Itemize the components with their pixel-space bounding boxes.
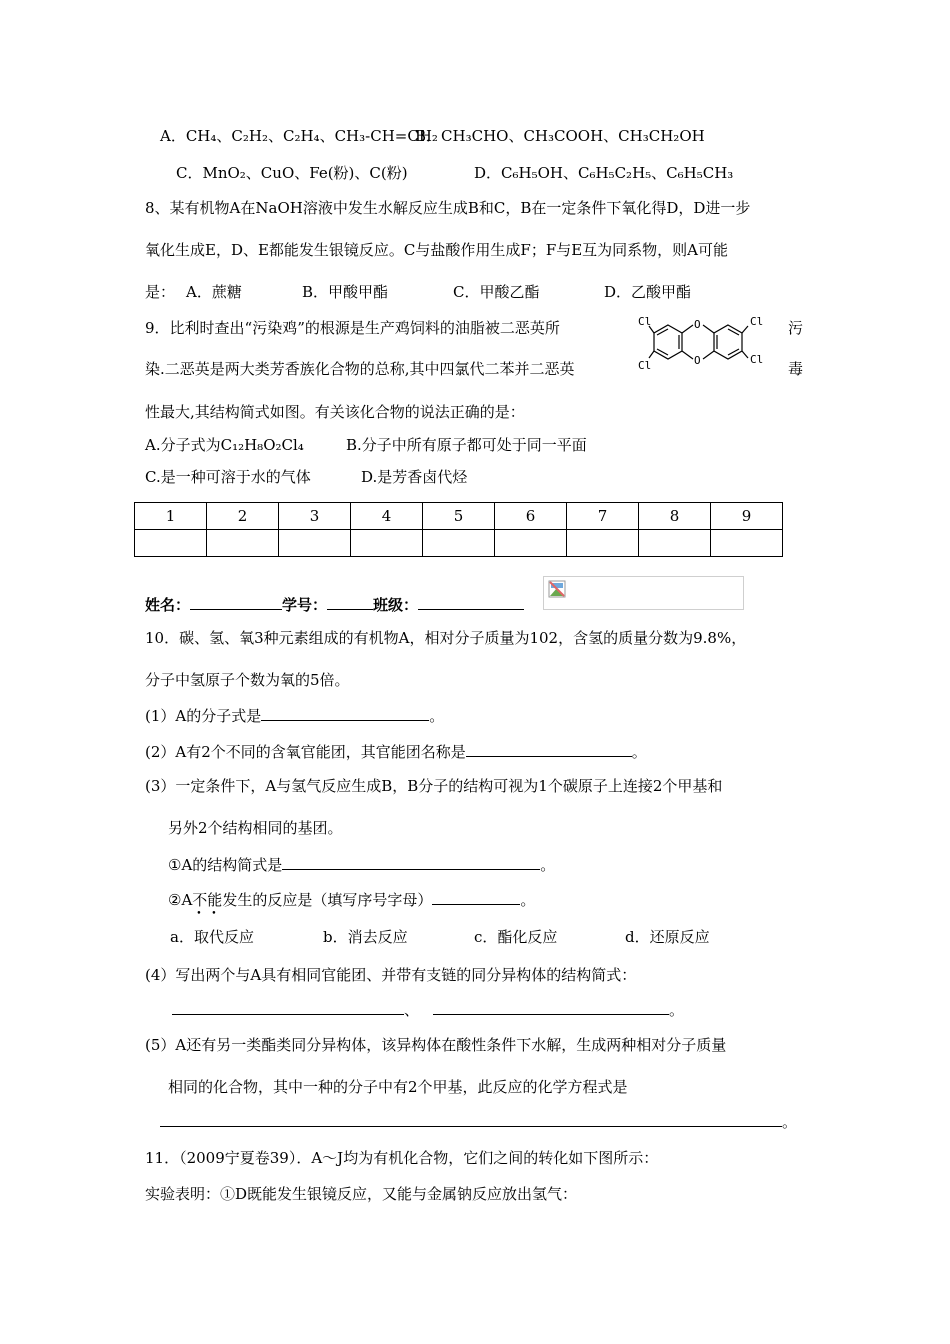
q10-part-1-text: (1）A的分子式是 [145, 707, 262, 725]
answer-table-header-row [135, 503, 783, 530]
answer-header-cell: 1 [135, 503, 207, 530]
emphasis-char: 不 [192, 891, 208, 909]
q7-option-c: C．MnO₂、CuO、Fe(粉)、C(粉) [176, 164, 408, 182]
answer-cell[interactable] [279, 530, 351, 557]
chlorine-atom-top-right: Cl [750, 315, 764, 328]
chlorine-atom-top-left: Cl [638, 315, 652, 328]
q10-part-3-line-2: 另外2个结构相同的基团。 [168, 819, 343, 837]
answer-header-cell: 3 [279, 503, 351, 530]
answer-cell[interactable] [423, 530, 495, 557]
oxygen-atom-top: O [694, 318, 701, 331]
q10-part-3-sub-1-text: ①A的结构简式是 [168, 856, 283, 874]
q10-part-3-sub-1-end: 。 [540, 856, 556, 874]
q9-option-d: D.是芳香卤代烃 [361, 468, 468, 486]
q10-part-4-answers [172, 1000, 684, 1020]
q10-part-3-sub-2-text: 发生的反应是（填写序号字母） [222, 891, 433, 909]
q10-part-1-end: 。 [429, 707, 445, 725]
q10-part-5-line-2: 相同的化合物，其中一种的分子中有2个甲基，此反应的化学方程式是 [168, 1078, 628, 1096]
answer-cell[interactable] [207, 530, 279, 557]
q10-part-4-separator: 、 [404, 1001, 420, 1019]
broken-image-icon [548, 580, 566, 598]
answer-header-cell: 9 [711, 503, 783, 530]
answer-table-input-row [135, 530, 783, 557]
answer-cell[interactable] [351, 530, 423, 557]
q9-option-c: C.是一种可溶于水的气体 [145, 468, 311, 486]
q10-part-4-blank-1[interactable] [172, 1000, 404, 1015]
q10-part-4: (4）写出两个与A具有相同官能团、并带有支链的同分异构体的结构简式： [145, 966, 637, 984]
q10-part-3-sub-2-end: 。 [520, 891, 536, 909]
answer-header-cell: 8 [639, 503, 711, 530]
answer-header-cell: 7 [567, 503, 639, 530]
q10-part-2-end: 。 [631, 743, 647, 761]
q10-part-1 [145, 706, 444, 726]
q9-line-1: 9．比利时查出“污染鸡”的根源是生产鸡饲料的油脂被二恶英所 [145, 319, 560, 337]
q10-part-4-end: 。 [669, 1001, 685, 1019]
q10-part-5-answer [160, 1112, 797, 1132]
answer-cell[interactable] [567, 530, 639, 557]
student-id-blank[interactable] [327, 595, 373, 610]
q9-option-a: A.分子式为C₁₂H₈O₂Cl₄ [145, 436, 304, 454]
answer-header-cell: 4 [351, 503, 423, 530]
q10-part-2-text: (2）A有2个不同的含氧官能团，其官能团名称是 [145, 743, 466, 761]
answer-cell[interactable] [135, 530, 207, 557]
q10-part-1-blank[interactable] [261, 706, 429, 721]
q8-line-1: 8、某有机物A在NaOH溶液中发生水解反应生成B和C，B在一定条件下氧化得D，D进一步 [145, 199, 751, 217]
q10-part-3-sub-1-blank[interactable] [282, 855, 540, 870]
q11-line-1: 11．（2009宁夏卷39）．A～J均为有机化合物，它们之间的转化如下图所示： [145, 1149, 659, 1167]
q10-part-5-line-1: (5）A还有另一类酯类同分异构体，该异构体在酸性条件下水解，生成两种相对分子质量 [145, 1036, 727, 1054]
answer-header-cell: 5 [423, 503, 495, 530]
q8-option-d: D．乙酸甲酯 [604, 283, 692, 301]
q8-option-b: B．甲酸甲酯 [302, 283, 389, 301]
q10-part-2-blank[interactable] [466, 742, 632, 757]
q7-option-a: A．CH₄、C₂H₂、C₂H₄、CH₃-CH=CH₂ [160, 127, 438, 145]
q10-part-3-sub-2-blank[interactable] [432, 890, 520, 905]
student-info-row [145, 595, 524, 615]
q8-line-2: 氧化生成E，D、E都能发生银镜反应。C与盐酸作用生成F；F与E互为同系物，则A可能 [145, 241, 729, 259]
dioxin-structure-diagram [638, 311, 774, 375]
q10-part-3-option-d: d．还原反应 [625, 928, 710, 946]
name-blank[interactable] [190, 595, 282, 610]
q10-part-3-sub-2-prefix: ②A [168, 891, 193, 909]
q10-part-4-blank-2[interactable] [433, 1000, 669, 1015]
class-label: 班级： [373, 596, 419, 614]
q7-option-b: B．CH₃CHO、CH₃COOH、CH₃CH₂OH [415, 127, 705, 145]
q10-part-3-sub-2 [168, 890, 535, 910]
answer-cell[interactable] [639, 530, 711, 557]
name-label: 姓名： [145, 596, 191, 614]
q10-part-3-line-1: (3）一定条件下，A与氢气反应生成B，B分子的结构可视为1个碳原子上连接2个甲基和 [145, 777, 723, 795]
answer-header-cell: 2 [207, 503, 279, 530]
q10-part-2 [145, 742, 647, 762]
q10-line-1: 10．碳、氢、氧3种元素组成的有机物A，相对分子质量为102，含氢的质量分数为9.8%， [145, 629, 747, 647]
q10-part-5-blank[interactable] [160, 1112, 782, 1127]
broken-image-placeholder [543, 576, 744, 610]
answer-cell[interactable] [495, 530, 567, 557]
q9-line-3: 性最大,其结构简式如图。有关该化合物的说法正确的是： [145, 403, 525, 421]
q9-line-1-end: 污 [788, 319, 804, 337]
q9-line-2-end: 毒 [788, 360, 804, 378]
answer-header-cell: 6 [495, 503, 567, 530]
q10-part-3-option-c: c．酯化反应 [474, 928, 558, 946]
q8-option-c: C．甲酸乙酯 [453, 283, 540, 301]
q10-part-3-sub-1 [168, 855, 555, 875]
q7-option-d: D．C₆H₅OH、C₆H₅C₂H₅、C₆H₅CH₃ [474, 164, 734, 182]
student-id-label: 学号： [282, 596, 328, 614]
chlorine-atom-bottom-left: Cl [638, 359, 652, 372]
answer-table [134, 502, 783, 557]
q10-part-5-end: 。 [782, 1113, 798, 1131]
emphasis-char: 能 [207, 891, 223, 909]
q10-part-3-option-b: b．消去反应 [323, 928, 408, 946]
answer-cell[interactable] [711, 530, 783, 557]
q9-line-2: 染.二恶英是两大类芳香族化合物的总称,其中四氯代二苯并二恶英 [145, 360, 575, 378]
q8-prefix: 是： [145, 283, 176, 301]
q9-option-b: B.分子中所有原子都可处于同一平面 [346, 436, 587, 454]
chlorine-atom-bottom-right: Cl [750, 353, 764, 366]
q11-line-2: 实验表明：①D既能发生银镜反应，又能与金属钠反应放出氢气： [145, 1185, 578, 1203]
oxygen-atom-bottom: O [694, 354, 701, 367]
q10-part-3-option-a: a．取代反应 [170, 928, 254, 946]
q10-line-2: 分子中氢原子个数为氧的5倍。 [145, 671, 350, 689]
q8-option-a: A．蔗糖 [186, 283, 242, 301]
class-blank[interactable] [418, 595, 524, 610]
